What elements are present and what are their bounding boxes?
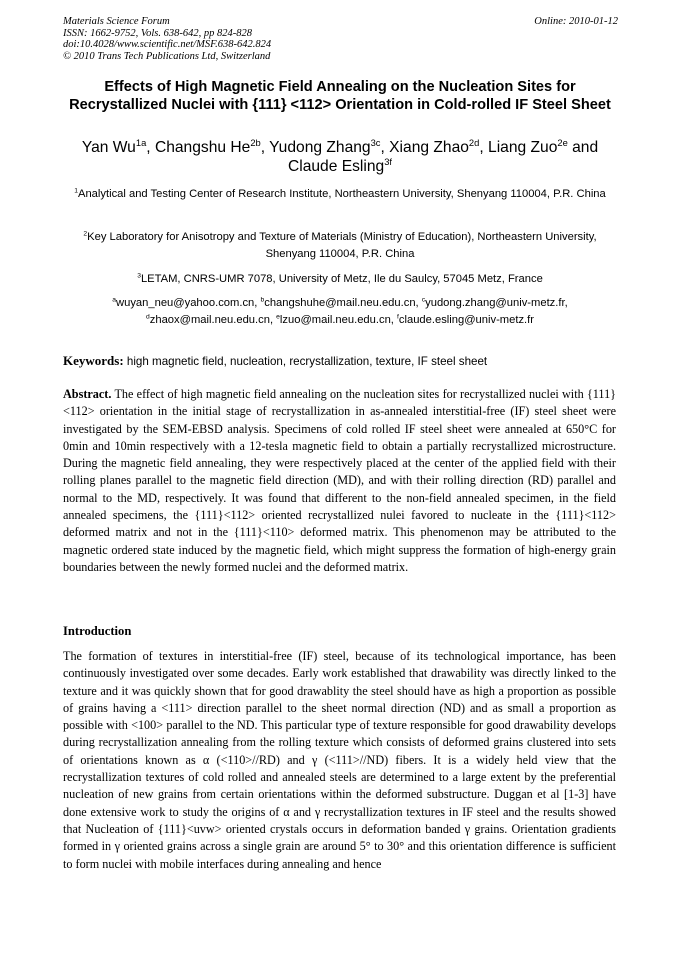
affiliation-3: $^3$LETAM, CNRS-UMR 7078, University of Metz, Ile du Saulcy, 57045 Metz, France	[137, 272, 543, 285]
email-address: $^f$claude.esling@univ-metz.fr	[397, 313, 534, 326]
paper-title: Effects of High Magnetic Field Annealing on the Nucleation Sites for Recrystallized Nuclei with {111} <112> Orientation in Cold-rolled IF Steel Sheet	[69, 79, 611, 113]
author: Yudong Zhang$^{3c}$,	[269, 137, 390, 156]
email-address: $^b$changshuhe@mail.neu.edu.cn,	[260, 296, 422, 309]
email-address: $^e$lzuo@mail.neu.edu.cn,	[276, 313, 398, 326]
email-address: $^a$wuyan_neu@yahoo.com.cn,	[112, 296, 261, 309]
abstract-text: The effect of high magnetic field annealing on the nucleation sites for recrystallized nuclei with {111}<112> orientation in the initial stage of recrystallization in as-annealed interstitial-free (IF) steel sheet were investigated by the SEM-EBSD analysis. Specimens of cold rolled IF steel sheet were annealed at 650°C for 0min and 10min respectively with a 12-tesla magnetic field to obtain a partially recrystallized microstructure. During the magnetic field annealing, they were respectively placed at the center of the applied field with their rolling planes parallel to the magnetic field direction (MD), and with their rolling direction (RD) parallel and normal to the MD, respectively. It was found that different to the non-field annealed specimen, in the field annealed specimens, the {111}<112> oriented recrystallized nulei favored to nucleate in the {111}<112> deformed matrix and not in the {111}<110> deformed matrix. This phenomenon may be attributed to the magnetic ordered state induced by the magnetic field, which might suppress the formation of high-energy grain boundaries between the newly formed nuclei and the deformed matrix.	[63, 387, 617, 574]
introduction-text: The formation of textures in interstitial-free (IF) steel, because of its technological importance, has been continuously investigated over some decades. Early work established that drawability was directly linked to the texture and it was quickly shown that for good drawablity the steel should have as high a proportion as possible of grains having a <111> direction parallel to the sheet normal direction (ND) and as small a proportion as possible with <100> parallel to the ND. This particular type of texture responsible for good drawability develops during recrystallization annealing from the rolling texture which consists of deformed grains clustered into sets of orientations known as α (<110>//RD) and γ (<111>//ND) fibers. It is a widely held view that the recrystallization textures of cold rolled and annealed steels are determined to a large extent by the preferential nucleation of new grains from certain orientations within the deformed substructure. Duggan et al [1-3] have done extensive work to study the origins of α and γ recrystallization textures in IF steel and the results showed that Nucleation of {111}<uvw> oriented crystals occurs in deformation banded γ grains. Orientation gradients formed in γ oriented grains across a single grain are around 5° to 30° and this orientation difference is sufficient to form nuclei with mobile interfaces during annealing and hence	[63, 649, 616, 871]
author: Changshu $He^{2b}$,	[154, 137, 270, 156]
keywords-text: high magnetic field, nucleation, recrystallization, texture, IF steel sheet	[126, 355, 488, 368]
author: Liang Zuo$^{2e}$ and	[488, 137, 599, 156]
journal-header	[63, 16, 618, 62]
issn-line: ISSN: 1662-9752, Vols. 638-642, pp 824-828	[63, 27, 252, 39]
journal-name: Materials Science Forum	[63, 16, 170, 27]
doi-line: doi:10.4028/www.scientific.net/MSF.638-642.824	[63, 39, 272, 50]
section-heading-introduction: Introduction	[63, 624, 132, 638]
keywords	[63, 353, 623, 369]
keywords-label: Keywords:	[63, 353, 124, 368]
email-list	[70, 295, 610, 329]
copyright-line: © 2010 Trans Tech Publications Ltd, Switzerland	[63, 50, 271, 62]
author: Claude Esling$^{3f}$	[287, 156, 393, 175]
abstract-label: Abstract.	[63, 387, 112, 401]
email-address: $^d$zhaox@mail.neu.edu.cn,	[146, 313, 277, 326]
online-date: Online: 2010-01-12	[534, 16, 618, 27]
affiliation-1: $^1$Analytical and Testing Center of Research Institute, Northeastern University, Shenyang 110004, P.R. China	[74, 187, 606, 200]
affiliation-2: $^2$Key Laboratory for Anisotropy and Texture of Materials (Ministry of Education), Northeastern University, Shenyang 110004, P.R. China	[83, 230, 597, 260]
email-address: $^c$yudong.zhang@univ-metz.fr,	[421, 296, 568, 309]
author: Yan $Wu^{1a}$,	[81, 137, 155, 156]
author: Xiang Zhao$^{2d}$,	[389, 137, 489, 156]
abstract	[63, 386, 616, 576]
author-list	[58, 139, 622, 176]
